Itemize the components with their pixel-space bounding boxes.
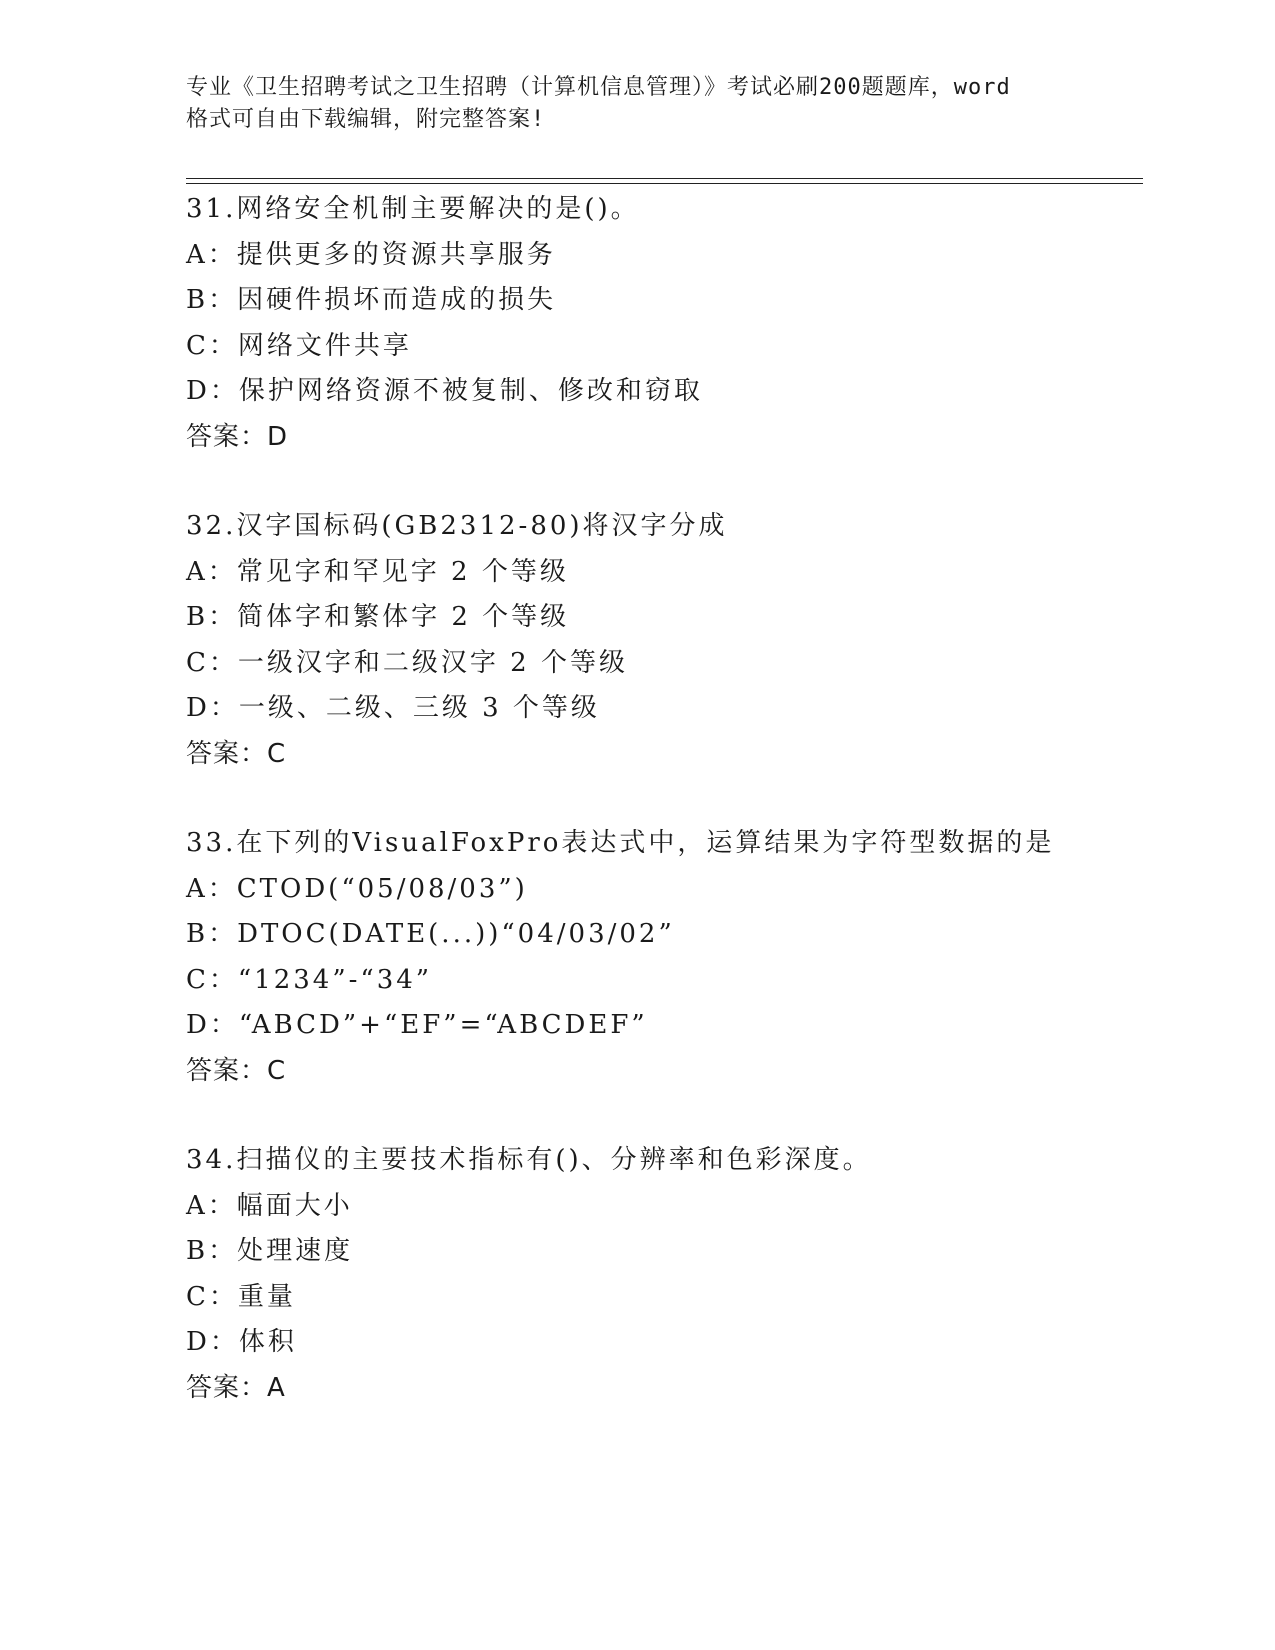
answer: 答案：D xyxy=(186,421,289,452)
question-stem: 32.汉字国标码(GB2312-80)将汉字分成 xyxy=(186,511,728,541)
answer: 答案：C xyxy=(186,738,287,769)
option-b: B：因硬件损坏而造成的损失 xyxy=(186,285,557,315)
option-a: A：常见字和罕见字 2 个等级 xyxy=(186,556,569,587)
question-stem: 33.在下列的VisualFoxPro表达式中，运算结果为字符型数据的是 xyxy=(186,828,1055,858)
option-d: D：“ABCD”+“EF”=“ABCDEF” xyxy=(186,1010,648,1040)
question-31 xyxy=(186,187,1146,504)
option-c: C：网络文件共享 xyxy=(186,330,412,361)
option-c: C：重量 xyxy=(186,1281,296,1312)
header-line-2: 格式可自由下载编辑，附完整答案! xyxy=(186,107,546,132)
option-a: A：CTOD(“05/08/03”) xyxy=(186,873,528,904)
option-d: D：保护网络资源不被复制、修改和窃取 xyxy=(186,376,703,406)
question-stem: 34.扫描仪的主要技术指标有()、分辨率和色彩深度。 xyxy=(186,1145,872,1175)
option-d: D：一级、二级、三级 3 个等级 xyxy=(186,693,600,723)
question-list xyxy=(186,187,1146,1411)
question-34 xyxy=(186,1138,1146,1411)
question-33 xyxy=(186,821,1146,1138)
option-c: C：“1234”-“34” xyxy=(186,964,433,995)
option-b: B：处理速度 xyxy=(186,1236,354,1266)
question-32 xyxy=(186,504,1146,821)
header-line-1: 专业《卫生招聘考试之卫生招聘（计算机信息管理）》考试必刷200题题库，word xyxy=(186,75,1011,100)
option-b: B：DTOC(DATE(...))“04/03/02” xyxy=(186,919,675,949)
header-divider-top xyxy=(186,178,1143,179)
question-stem: 31.网络安全机制主要解决的是()。 xyxy=(186,194,640,224)
option-a: A：幅面大小 xyxy=(186,1190,353,1221)
option-a: A：提供更多的资源共享服务 xyxy=(186,239,556,270)
option-c: C：一级汉字和二级汉字 2 个等级 xyxy=(186,647,628,678)
answer: 答案：A xyxy=(186,1372,286,1403)
answer: 答案：C xyxy=(186,1055,287,1086)
header-divider-bottom xyxy=(186,183,1143,184)
document-header xyxy=(186,72,1086,136)
option-b: B：简体字和繁体字 2 个等级 xyxy=(186,602,570,632)
option-d: D：体积 xyxy=(186,1327,297,1357)
